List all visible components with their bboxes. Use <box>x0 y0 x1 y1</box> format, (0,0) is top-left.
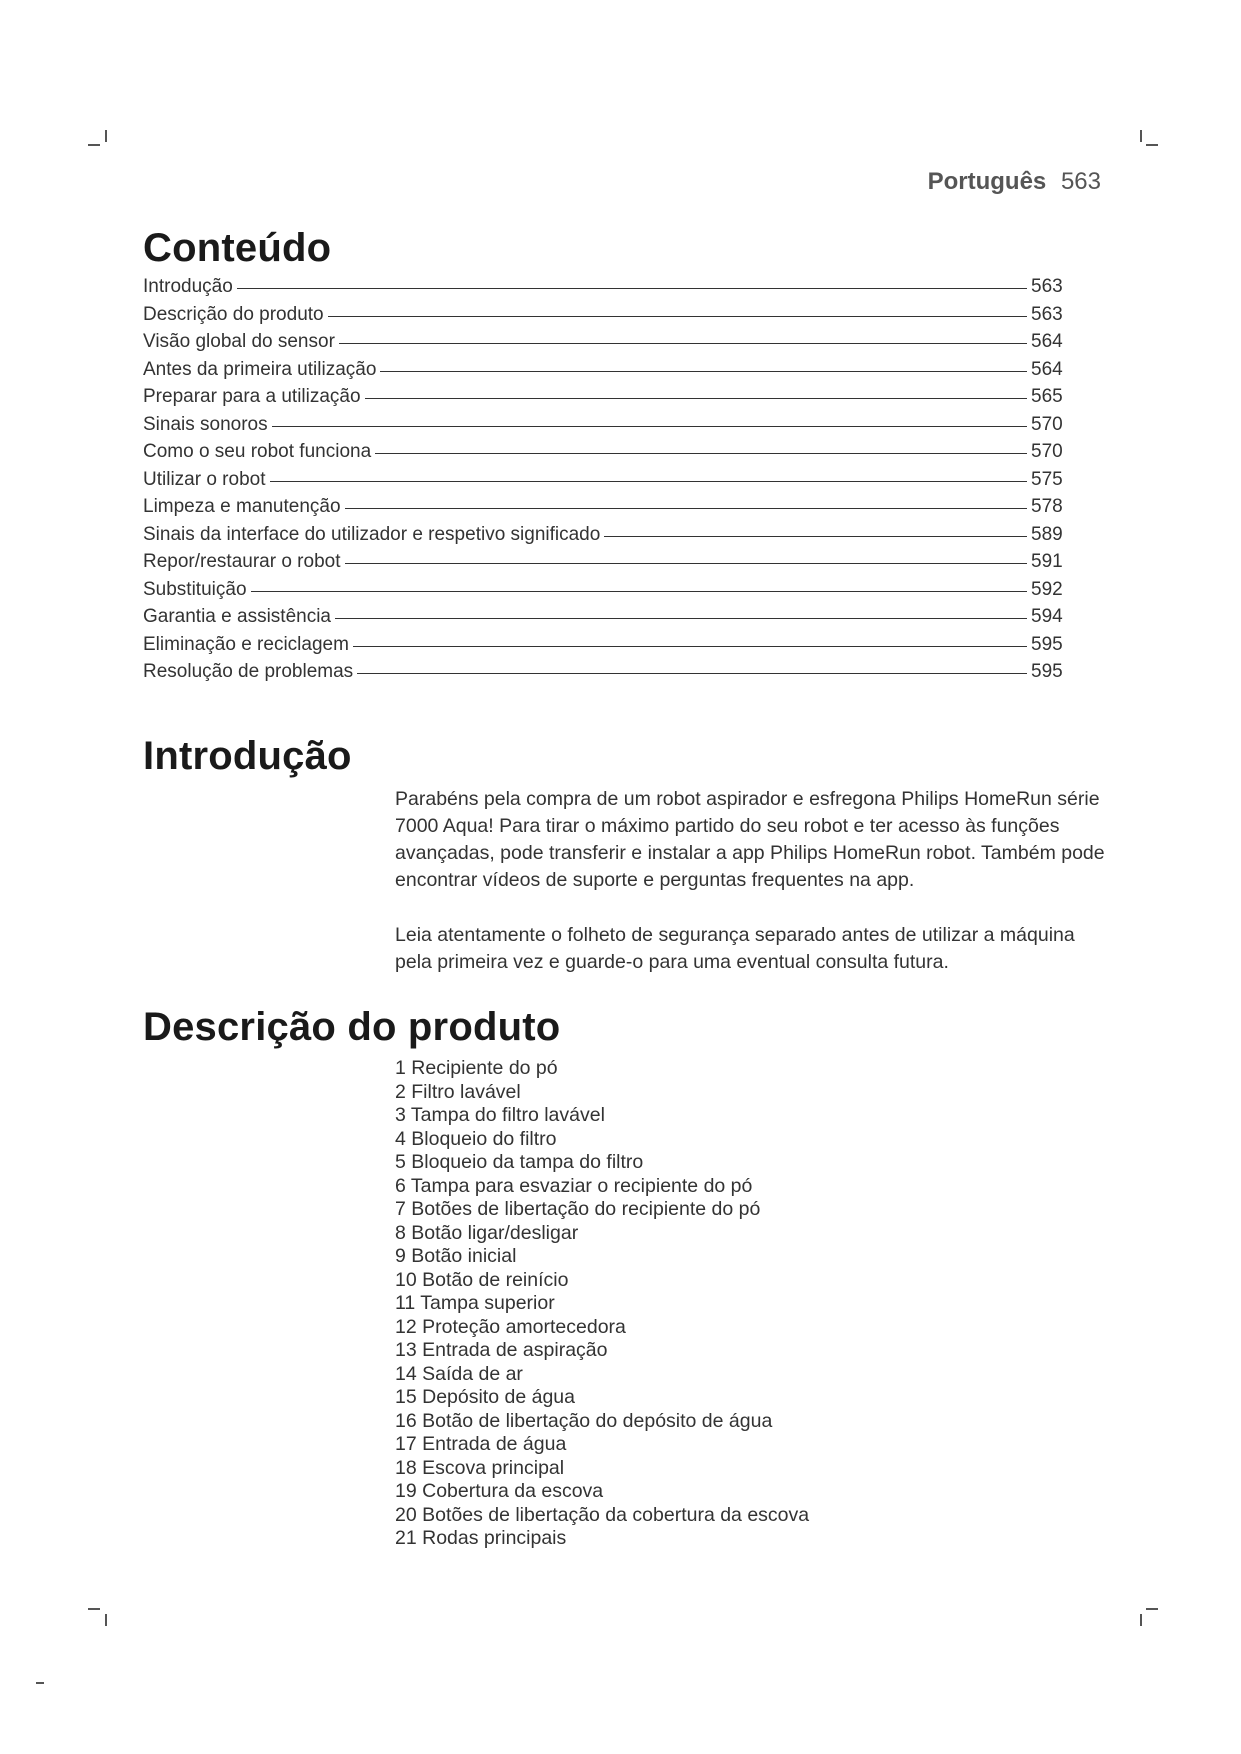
toc-title: Conteúdo <box>143 226 332 270</box>
toc-entry-label: Sinais da interface do utilizador e respetivo significado <box>143 523 601 545</box>
part-item: 12 Proteção amortecedora <box>395 1315 626 1338</box>
part-item: 3 Tampa do filtro lavável <box>395 1104 605 1126</box>
toc-entry-label: Limpeza e manutenção <box>143 496 341 517</box>
toc-entry-page: 563 <box>1031 276 1063 297</box>
part-item: 9 Botão inicial <box>395 1245 517 1267</box>
toc-entry[interactable] <box>143 331 1073 359</box>
toc-entry[interactable] <box>143 496 1073 524</box>
description-title: Descrição do produto <box>143 1005 561 1049</box>
part-item: 20 Botões de libertação da cobertura da escova <box>395 1503 810 1526</box>
toc-entry-page: 565 <box>1031 386 1063 407</box>
toc-entry-label: Eliminação e reciclagem <box>143 633 349 655</box>
table-of-contents <box>143 276 1073 689</box>
toc-entry[interactable] <box>143 304 1073 332</box>
toc-leader-line <box>345 508 1027 509</box>
header-language: Português <box>927 168 1047 195</box>
part-item: 5 Bloqueio da tampa do filtro <box>395 1151 644 1173</box>
toc-leader-line <box>604 536 1027 537</box>
toc-leader-line <box>357 673 1027 674</box>
toc-entry-page: 594 <box>1031 606 1063 627</box>
header-page-number: 563 <box>1060 168 1101 195</box>
toc-entry-label: Preparar para a utilização <box>143 386 361 407</box>
toc-entry-label: Resolução de problemas <box>143 661 354 682</box>
toc-entry[interactable] <box>143 359 1073 387</box>
part-item: 8 Botão ligar/desligar <box>395 1221 579 1244</box>
part-item: 15 Depósito de água <box>395 1386 575 1408</box>
toc-leader-line <box>272 426 1027 427</box>
toc-entry-label: Sinais sonoros <box>143 413 268 435</box>
toc-entry[interactable] <box>143 276 1073 304</box>
toc-leader-line <box>380 371 1027 372</box>
toc-entry[interactable] <box>143 661 1073 689</box>
part-item: 13 Entrada de aspiração <box>395 1339 608 1361</box>
part-item: 6 Tampa para esvaziar o recipiente do pó <box>395 1174 753 1197</box>
toc-leader-line <box>345 563 1028 564</box>
toc-entry-page: 591 <box>1031 551 1063 572</box>
toc-entry-page: 575 <box>1031 468 1063 490</box>
toc-entry-page: 563 <box>1031 303 1063 325</box>
toc-entry[interactable] <box>143 469 1073 497</box>
part-item: 11 Tampa superior <box>395 1292 555 1314</box>
toc-entry-page: 564 <box>1031 331 1063 352</box>
toc-entry-page: 595 <box>1031 633 1063 655</box>
intro-title: Introdução <box>143 734 352 778</box>
toc-entry-page: 570 <box>1031 413 1063 435</box>
toc-leader-line <box>353 646 1027 647</box>
toc-entry[interactable] <box>143 414 1073 442</box>
part-item: 18 Escova principal <box>395 1456 565 1479</box>
toc-entry-page: 589 <box>1031 523 1063 545</box>
toc-leader-line <box>335 618 1027 619</box>
toc-entry-label: Garantia e assistência <box>143 606 331 627</box>
part-item: 1 Recipiente do pó <box>395 1057 558 1079</box>
part-item: 10 Botão de reinício <box>395 1268 569 1291</box>
toc-entry-label: Antes da primeira utilização <box>143 358 377 380</box>
toc-entry-page: 595 <box>1031 661 1063 682</box>
toc-entry-label: Introdução <box>143 276 233 297</box>
part-item: 16 Botão de libertação do depósito de água <box>395 1409 773 1432</box>
toc-entry-label: Substituição <box>143 578 247 600</box>
part-item: 7 Botões de libertação do recipiente do pó <box>395 1198 761 1220</box>
toc-leader-line <box>328 316 1027 317</box>
parts-list <box>395 1057 809 1551</box>
part-item: 4 Bloqueio do filtro <box>395 1127 557 1150</box>
toc-leader-line <box>270 481 1028 482</box>
toc-leader-line <box>375 453 1027 454</box>
part-item: 14 Saída de ar <box>395 1362 523 1385</box>
toc-entry-label: Visão global do sensor <box>143 331 335 352</box>
toc-entry[interactable] <box>143 524 1073 552</box>
toc-entry-page: 592 <box>1031 578 1063 600</box>
toc-entry-label: Como o seu robot funciona <box>143 441 372 462</box>
toc-leader-line <box>237 288 1027 289</box>
toc-leader-line <box>251 591 1027 592</box>
toc-entry[interactable] <box>143 551 1073 579</box>
page-header <box>928 168 1101 196</box>
part-item: 2 Filtro lavável <box>395 1080 521 1103</box>
toc-leader-line <box>365 398 1027 399</box>
part-item: 21 Rodas principais <box>395 1527 567 1549</box>
toc-entry-label: Repor/restaurar o robot <box>143 551 341 572</box>
toc-entry[interactable] <box>143 386 1073 414</box>
toc-entry-label: Utilizar o robot <box>143 468 266 490</box>
toc-entry[interactable] <box>143 606 1073 634</box>
intro-paragraph: Parabéns pela compra de um robot aspirador e esfregona Philips HomeRun série 7000 Aqua! Para tirar o máximo partido do seu robot e ter acesso às funções avançadas, pode transferir e instalar a app Philips HomeRun robot. Também pode encontrar vídeos de suporte e perguntas frequentes na app. <box>395 788 1105 891</box>
toc-entry-page: 578 <box>1031 496 1063 517</box>
part-item: 17 Entrada de água <box>395 1433 567 1455</box>
toc-entry-page: 564 <box>1031 358 1063 380</box>
toc-entry[interactable] <box>143 634 1073 662</box>
toc-leader-line <box>339 343 1027 344</box>
toc-entry-page: 570 <box>1031 441 1063 462</box>
toc-entry[interactable] <box>143 441 1073 469</box>
toc-entry[interactable] <box>143 579 1073 607</box>
intro-paragraph: Leia atentamente o folheto de segurança separado antes de utilizar a máquina pela primeira vez e guarde-o para uma eventual consulta futura. <box>395 924 1075 973</box>
intro-body <box>395 786 1105 1004</box>
part-item: 19 Cobertura da escova <box>395 1480 604 1502</box>
toc-entry-label: Descrição do produto <box>143 303 324 325</box>
